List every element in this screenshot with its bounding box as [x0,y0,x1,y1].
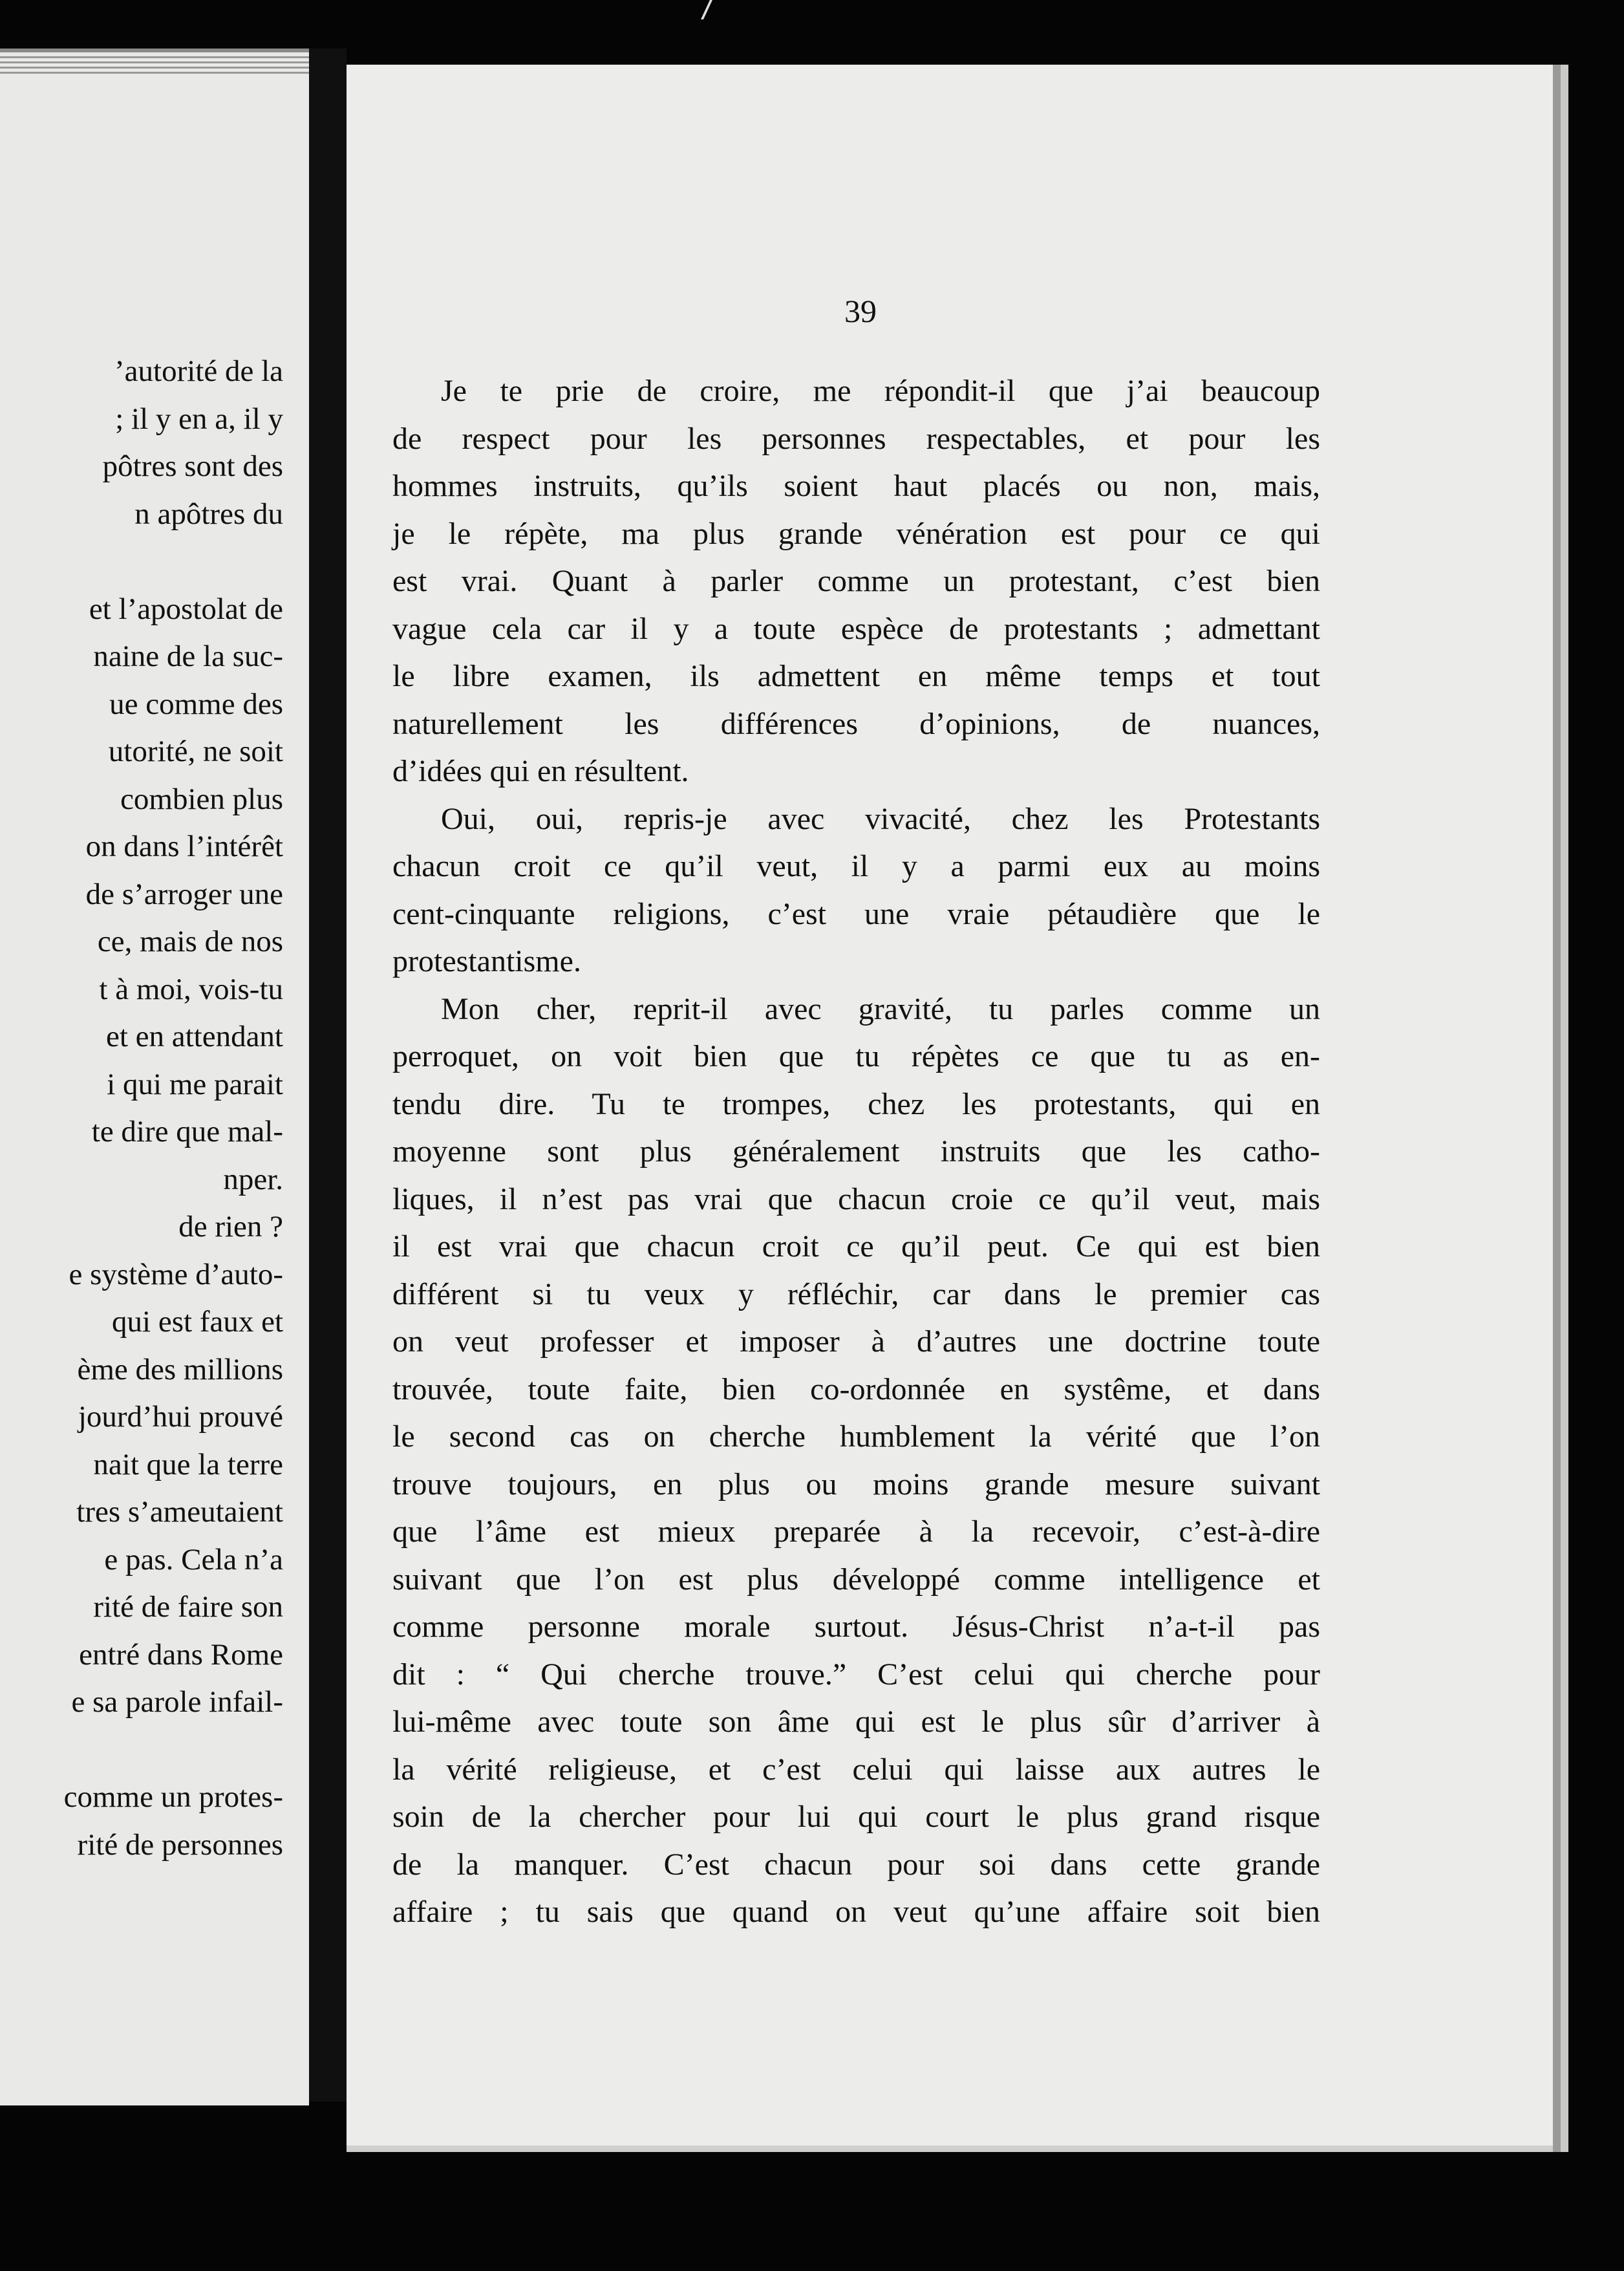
left-page-line: e système d’auto- [69,1257,283,1291]
text-line: naturellement les différences d’opinions, de nuances, [392,706,1320,741]
text-line: le libre examen, ils admettent en même temps et tout [392,659,1320,693]
text-line: de la manquer. C’est chacun pour soi dans cette grande [392,1847,1320,1882]
text-line: Je te prie de croire, me répondit-il que j’ai beaucoup [441,374,1320,408]
scan-mark [690,0,712,19]
text-line: comme personne morale surtout. Jésus-Christ n’a-t-il pas [392,1609,1320,1644]
left-page-line: rité de personnes [77,1827,283,1862]
page-number: 39 [844,293,877,329]
page-edge-rule [0,67,309,69]
text-line: hommes instruits, qu’ils soient haut placés ou non, mais, [392,469,1320,503]
left-page-line: pôtres sont des [102,449,283,483]
text-line: trouve toujours, en plus ou moins grande mesure suivant [392,1467,1320,1501]
text-line: il est vrai que chacun croit ce qu’il peut. Ce qui est bien [392,1229,1320,1264]
left-page-line: nper. [223,1162,283,1196]
left-page-line: combien plus [120,782,283,816]
left-page-line: de s’arroger une [85,877,283,911]
left-page-line: de rien ? [178,1210,283,1243]
text-line: la vérité religieuse, et c’est celui qui laisse aux autres le [392,1752,1320,1787]
text-line: Mon cher, reprit-il avec gravité, tu parles comme un [441,991,1320,1026]
text-line: le second cas on cherche humblement la vérité que l’on [392,1419,1320,1454]
left-page-line: et l’apostolat de [89,592,283,626]
left-page-line: t à moi, vois-tu [99,972,283,1006]
left-page-line: ème des millions [77,1352,283,1386]
text-line: tendu dire. Tu te trompes, chez les protestants, qui en [392,1086,1320,1121]
left-page-line: nait que la terre [93,1447,283,1481]
left-page-line: ce, mais de nos [97,925,283,958]
left-page-line: qui est faux et [112,1305,283,1339]
left-page-line: e pas. Cela n’a [104,1542,283,1577]
left-page-line: ; il y en a, il y [115,402,283,436]
left-page-line: utorité, ne soit [108,735,283,768]
text-line: vague cela car il y a toute espèce de protestants ; admettant [392,611,1320,646]
text-line: de respect pour les personnes respectables, et pour les [392,421,1320,456]
book-gutter [309,48,347,2102]
text-line: perroquet, on voit bien que tu répètes ce que tu as en- [392,1039,1320,1073]
text-line: chacun croit ce qu’il veut, il y a parmi eux au moins [392,849,1320,883]
text-line: cent-cinquante religions, c’est une vraie pétaudière que le [392,896,1320,931]
left-page-line: et en attendant [105,1020,283,1053]
left-page-line: tres s’ameutaient [76,1495,283,1529]
page-edge [1553,65,1561,2152]
left-page-line: i qui me parait [107,1067,283,1101]
text-line: dit : “ Qui cherche trouve.” C’est celui qui cherche pour [392,1657,1320,1692]
text-line: d’idées qui en résultent. [392,754,689,788]
left-page-line: ue comme des [109,687,283,721]
left-page-line: on dans l’intérêt [85,830,283,863]
left-page-line: rité de faire son [93,1590,283,1624]
page-edge-rule [0,56,309,58]
text-line: différent si tu veux y réfléchir, car dans le premier cas [392,1276,1320,1311]
left-page-line: ’autorité de la [114,354,283,388]
text-line: que l’âme est mieux preparée à la recevoir, c’est-à-dire [392,1514,1320,1549]
left-page-line: e sa parole infail- [71,1685,283,1719]
left-page-line: jourd’hui prouvé [78,1400,283,1434]
page-edge-rule [0,72,309,74]
text-line: on veut professer et imposer à d’autres une doctrine toute [392,1324,1320,1359]
text-line: est vrai. Quant à parler comme un protestant, c’est bien [392,564,1320,598]
left-page-line: naine de la suc- [93,640,283,673]
text-line: suivant que l’on est plus développé comme intelligence et [392,1562,1320,1597]
text-line: liques, il n’est pas vrai que chacun croie ce qu’il veut, mais [392,1181,1320,1216]
left-page-line: n apôtres du [134,497,283,531]
text-line: Oui, oui, repris-je avec vivacité, chez les Protestants [441,801,1320,836]
left-page-line: te dire que mal- [91,1115,283,1148]
paragraph [392,985,1320,1936]
left-page-line: entré dans Rome [79,1637,283,1672]
text-line: trouvée, toute faite, bien co-ordonnée en systême, et dans [392,1372,1320,1406]
text-line: protestantisme. [392,944,581,978]
body-text [392,367,1320,1936]
left-page [0,48,309,2105]
text-line: soin de la chercher pour lui qui court le plus grand risque [392,1800,1320,1834]
paragraph [392,367,1320,795]
text-line: affaire ; tu sais que quand on veut qu’une affaire soit bien [392,1895,1320,1929]
left-page-line: comme un protes- [63,1780,283,1814]
text-line: lui-même avec toute son âme qui est le plus sûr d’arriver à [392,1705,1320,1739]
page-edge-rule [0,61,309,63]
text-line: moyenne sont plus généralement instruits que les catho- [392,1134,1320,1168]
paragraph [392,795,1320,985]
text-line: je le répète, ma plus grande vénération est pour ce qui [392,516,1320,551]
